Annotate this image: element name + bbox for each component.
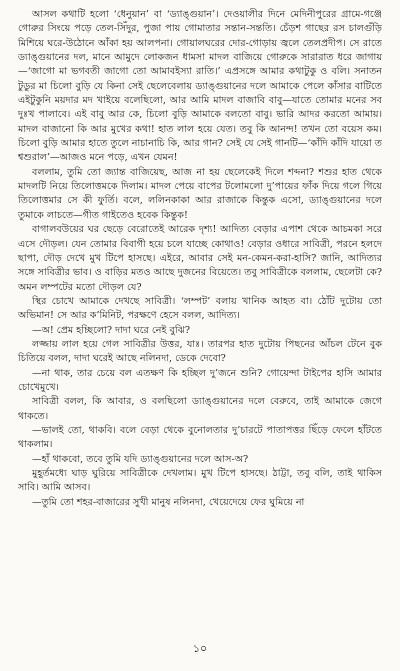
- paragraph-9: —ভালই তো, থাকবি। বলে বেড়া থেকে বুনোলতার দু’চারটে পাতাপত্তর ছিঁড়ে ফেলে হাঁটতে থাকলাম।: [18, 424, 382, 451]
- paragraph-10: —হাঁ থাকবো, তবে তুমি যদি ড্যাঙ্গুয়ানের দলে আস-অ?: [32, 453, 249, 465]
- paragraph-1: আসল কথাটি হলো ‘ধেনুয়ান’ বা ‘ড্যাঙ্গুয়ান’। দেওয়ালীর দিনে মেদিনীপুরের গ্রামে-গঞ্জে গোরুর সিংয়ে পড়ে তেল-সিঁদুর, পুজা পায় গোমাতার সন্তান-সন্ততি। চেঁড়শ গাছের রস চালগুঁড়ি মিশিয়ে ঘরে-উঠোনে আঁকা হয় আলপনা। গোয়ালঘরের দোর-গোড়ায় জ্বলে তেলপ্রদীপ। সে রাতে ড্যাঙ্গুয়ানের দল, মানে আমুদে লোকজন ধামসা মাদল বাজিয়ে গোরুকে সারারাত ধরে জাগায়—‘জাগো মা ভগবতী জাগো তো আমাবইস্যা রাতি।’ এপ্রসঙ্গে আমার কথাটুকু ও বলি। সনাতন টুডুর মা চিলো বুড়ি যে কিনা সেই ছেলেবেলায় ড্যাঙ্গুয়ানের দলে আমাকে পেলে কাঁসার বাটিতে এইটুকুনি ময়দার মদ খাইয়ে বলেছিলো, আর আমি মাদল বাজাবি বাবু—যাতে তোমার মনের সব দুঃখ পালাবে। এই বাবু আর কে, চিলো বুড়ি আমাকে বলতো বাবু। ভারি আদর করতো আমায়। মাদল বাজানো কি আর মুখের কথা! হাত লাল হয়ে যেত। তবু কি আনন্দ! তখন তো বয়েস কম। চিলো বুড়ি আমার হাতে তুলে নাচানাচি কি, আর গান? সেই যে সেই গানটি—‘কাঁদি কাঁদি যায়ো ত শ্বশুরাল’—আজও মনে পড়ে, এখন যেমন!: [18, 9, 382, 164]
- paragraph-8: সাবিত্রী বলল, কি আবার, ও বলছিলো ড্যাঙ্গুয়ানের দলে বেরুবে, তাই আমাকে জেগে থাকতে।: [18, 396, 382, 422]
- paragraph-3: বাগালবউয়ের ঘর ছেড়ে বেরোতেই আরেক দৃশ্য! আদিত্য বেড়ার এপাশ থেকে আচমকা সরে এসে দৌড়ল। যেন তোমার বিবাগী হয়ে চলে যাচ্ছে কোথাও! বেড়ার ওধারে সাবিত্রী, পরনে হলদে ছাপা, দৌড় দেখে মুখ টিপে হাসছে। এইরে, আবার সেই মন-কেমন-করা-হাসি? জানি, আদিত্যর সঙ্গে সাবিত্রীর ভাব। ও বাড়ির মতও আছে দুজনের বিয়েতে। তবু সাবিত্রীকে বললাম, ছেলেটা কে? অমন লম্পটের মতো দৌড়ল যে?: [18, 224, 382, 293]
- paragraph-6: লজ্জায় লাল হয়ে গেল সাবিত্রীর উত্তর, যাঃ। তারপর হাত দুটোয় পিছনের আঁচল টেনে বুক চিতিয়ে বলল, দাদা ঘরেই আছে নলিনদা, ডেকে দেবো?: [18, 338, 382, 365]
- paragraph-12: —তুমি তো শহর-বাজারের সুখী মানুষ নলিনদা, খেয়েদেয়ে ফের ঘুমিয়ে না: [32, 496, 305, 508]
- paragraph-11: মুহূর্তমধ্যে ঘাড় ঘুরিয়ে সাবিত্রীকে দেখলাম। মুখ টিপে হাসছে। ঠাট্টা, তবু বলি, তাই থাকিস সাবি। আমি আসব।: [18, 468, 382, 494]
- paragraph-7: —না থাক, তার চেয়ে বল এতক্ষণ কি হচ্ছিল দু’জনে শুনি? গোয়েন্দা টাইপের হাসি আমার চোখেমুখে।: [18, 367, 382, 393]
- page-number: ১০: [192, 642, 208, 655]
- paragraph-4: স্থির চোখে আমাকে দেখছে সাবিত্রী। ‘লম্পট’ বলায় খানিক আহত বা। ঠোঁট দুটোয় তো অভিমান! সে আর ক’মিনিট, পরক্ষণে হেসে বলল, আদিত্য।: [18, 295, 382, 322]
- book-page: [18, 8, 382, 658]
- paragraph-5: —অ! প্রেম হচ্ছিলো? দাদা ঘরে নেই বুঝি?: [32, 324, 191, 336]
- paragraph-2: বললাম, তুমি তো জ্যান্ত বাজিয়েছ, আজ না হয় ছেলেকেই দিলে শব্দনা? শশুর হাত থেকে মাদলটি নিয়ে তিলোত্তমকে দিলাম। মাদল পেয়ে বাপের টলোমলো দু’পায়ের ফাঁক দিয়ে গলে গিয়ে তিলোত্তমার সে কী ফুর্তি। বলে, ললিনকাকা আর রাজাকে কিন্তুক এসো, ড্যাঙ্গুয়ানের দলে তুমাকে লাচতে—গীত গাইতেও হবেক কিন্তুক!: [18, 166, 382, 221]
